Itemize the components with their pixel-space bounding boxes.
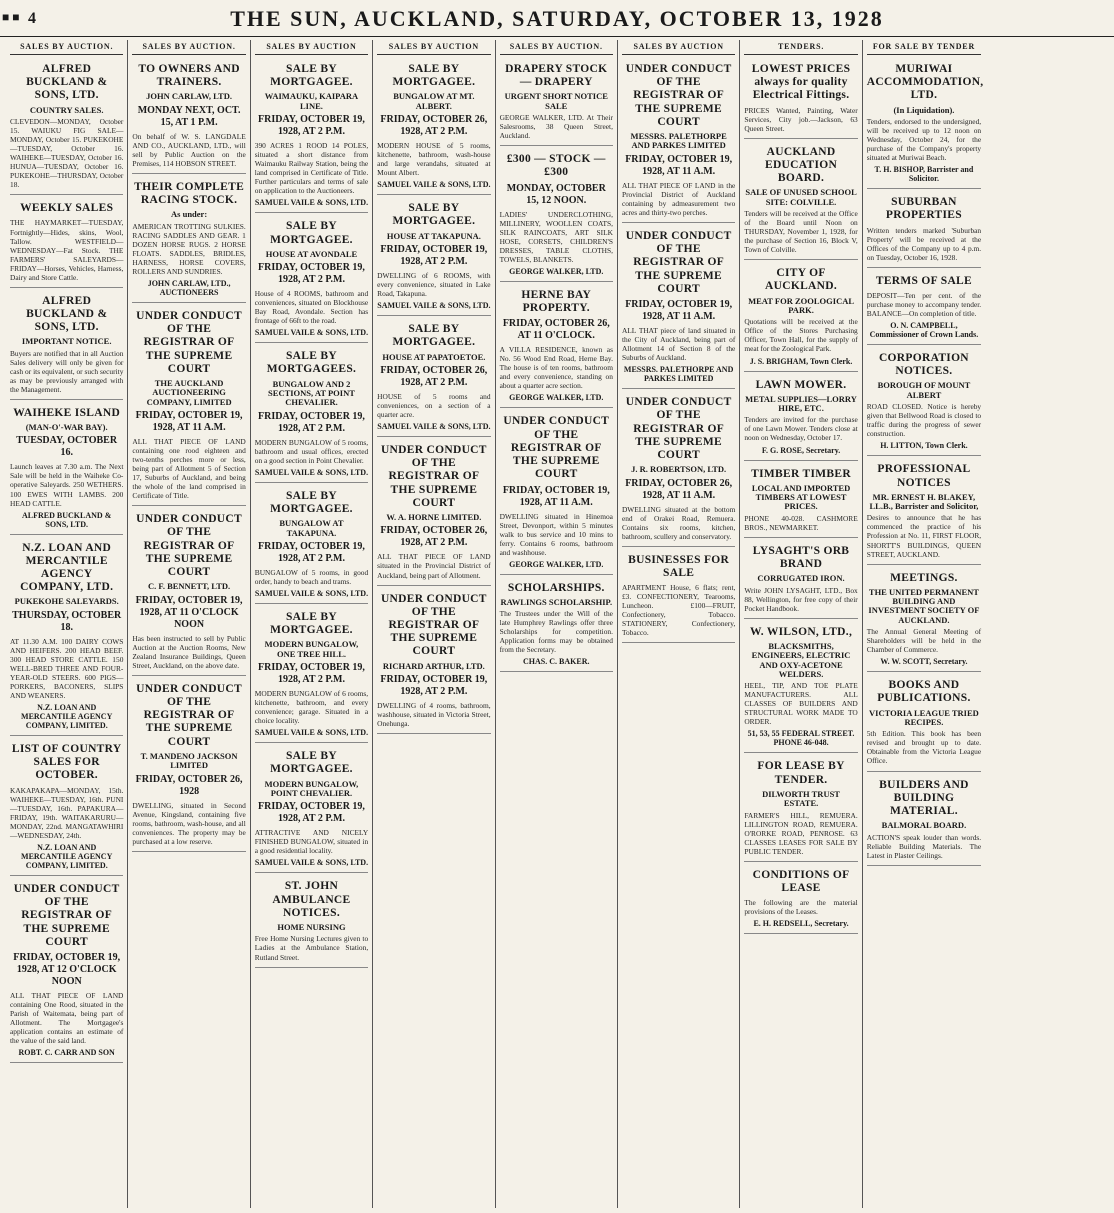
ad-subheading: SALE OF UNUSED SCHOOL SITE: COLVILLE. — [745, 187, 857, 207]
ad-signature: GEORGE WALKER, LTD. — [509, 266, 604, 276]
ad-headline: BOOKS AND PUBLICATIONS. — [877, 679, 971, 705]
ad-headline: SALE BY MORTGAGEE. — [270, 750, 353, 776]
ad-headline: UNDER CONDUCT OF THE REGISTRAR OF THE SUPREME COURT — [503, 415, 610, 481]
column-4 — [373, 40, 495, 1208]
advertisement — [622, 392, 735, 547]
advertisement — [255, 59, 368, 213]
ad-date: FRIDAY, OCTOBER 19, 1928, AT 2 P.M. — [258, 410, 365, 434]
masthead — [0, 0, 1114, 37]
ad-body: The Trustees under the Will of the late Humphrey Rawlings offer three Scholarships for competition. Application forms may be obtained from the Secretary. — [499, 609, 613, 655]
advertisement — [744, 142, 857, 261]
ad-headline: UNDER CONDUCT OF THE REGISTRAR OF THE SUPREME COURT — [13, 882, 120, 948]
ad-date: FRIDAY, OCTOBER 19, 1928, AT 2 P.M. — [258, 662, 365, 686]
ad-headline: LAWN MOWER. — [755, 378, 847, 391]
ad-subheading: METAL SUPPLIES—LORRY HIRE, ETC. — [745, 393, 857, 414]
ad-date: FRIDAY, OCTOBER 26, 1928, AT 2 P.M. — [380, 525, 488, 549]
ad-headline: MEETINGS. — [890, 571, 958, 584]
ad-headline: SALE BY MORTGAGEE. — [270, 220, 353, 246]
ad-body: A VILLA RESIDENCE, known as No. 56 Wood End Road, Herne Bay. The house is of ten rooms, bathroom and every convenience, standing on about a quarter acre section. — [499, 345, 613, 391]
ad-date: FRIDAY, OCTOBER 19, 1928, AT 12 O'CLOCK NOON — [13, 951, 121, 987]
ad-subheading: MODERN BUNGALOW, POINT CHEVALIER. — [264, 778, 359, 798]
ad-body: CLEVEDON—MONDAY, October 15. WAIUKU FIG SALE—MONDAY, October 15. PUKEKOHE—TUESDAY, October 16. WAIHEKE—TUESDAY, October 16. HUNUA—TUESDAY, October 16. PUKEKOHE—THURSDAY, October 18. — [10, 117, 124, 190]
ad-body: ACTION'S speak louder than words. Reliable Building Materials. The Latest in Plaster Ceilings. — [866, 832, 982, 860]
column-header: SALES BY AUCTION — [622, 40, 735, 55]
advertisement — [255, 746, 368, 873]
ad-body: PHONE 40-028. CASHMORE BROS., NEWMARKET. — [744, 513, 858, 532]
advertisement — [622, 550, 735, 644]
ad-body: Write JOHN LYSAGHT, LTD., Box 88, Wellington, for free copy of their Pocket Handbook. — [744, 585, 858, 613]
ad-subheading: JOHN CARLAW, LTD. — [146, 91, 232, 102]
ad-headline: £300 — STOCK — £300 — [506, 153, 606, 179]
ad-body: 390 ACRES 1 ROOD 14 POLES, situated a short distance from Waimauku Railway Station, being the land comprised in Certificate of Title. Further particulars and terms of sale on application to the Auctioneers. — [254, 141, 369, 196]
ad-signature: SAMUEL VAILE & SONS, LTD. — [254, 467, 369, 477]
ad-subheading: PUKEKOHE SALEYARDS. — [14, 596, 119, 607]
advertisement — [377, 198, 490, 316]
ad-signature: N.Z. LOAN AND MERCANTILE AGENCY COMPANY, LIMITED. — [21, 703, 113, 730]
ad-subheading: MR. ERNEST H. BLAKEY, LL.B., Barrister and Solicitor, — [869, 491, 979, 512]
ad-subheading: (In Liquidation). — [893, 104, 955, 115]
ad-body: Launch leaves at 7.30 a.m. The Next Sale will be held in the Waiheke Co-operative Saleyards. 250 WETHERS. 100 EWES WITH LAMBS. 200 HEAD CATTLE. — [10, 462, 124, 508]
ad-subheading: VICTORIA LEAGUE TRIED RECIPES. — [869, 707, 979, 728]
ad-subheading: COUNTRY SALES. — [29, 104, 104, 115]
ad-signature: JOHN CARLAW, LTD., AUCTIONEERS — [147, 278, 231, 297]
ad-headline: AUCKLAND EDUCATION BOARD. — [764, 145, 838, 185]
ad-subheading: J. R. ROBERTSON, LTD. — [631, 464, 727, 475]
advertisement — [10, 739, 123, 876]
advertisement — [744, 865, 857, 935]
advertisement — [255, 346, 368, 483]
ad-body: BUNGALOW of 5 rooms, in good order, handy to beach and trams. — [254, 567, 369, 586]
ad-body: PRICES Wanted, Painting, Water Services, City job.—Jackson, 63 Queen Street. — [744, 105, 858, 133]
ad-subheading: THE UNITED PERMANENT BUILDING AND INVESTMENT SOCIETY OF AUCKLAND. — [868, 586, 980, 625]
ad-body: DWELLING, situated in Second Avenue, Kingsland, containing five rooms, bathroom, wash-house, and all conveniences. The property may be purchased at a low reserve. — [132, 800, 246, 846]
ad-body: DEPOSIT—Ten per cent. of the purchase money to accompany tender. BALANCE—On completion of title. — [866, 290, 982, 318]
ad-body: Buyers are notified that in all Auction Sales delivery will only be given for cash or its equivalent, or such security as may be previously arranged with the Management. — [10, 348, 124, 394]
ad-headline: LOWEST PRICES always for quality Electrical Fittings. — [751, 63, 851, 102]
ad-body: On behalf of W. S. LANGDALE AND CO., AUCKLAND, LTD., will sell by Public Auction on the Premises, 114 HOBSON STREET. — [132, 131, 246, 168]
ad-date: FRIDAY, OCTOBER 19, 1928, AT 2 P.M. — [258, 801, 365, 825]
ad-date: FRIDAY, OCTOBER 26, 1928 — [135, 773, 243, 797]
ad-subheading: RICHARD ARTHUR, LTD. — [382, 660, 485, 671]
ad-date: TUESDAY, OCTOBER 16. — [16, 435, 118, 459]
ad-headline: W. WILSON, LTD., — [749, 625, 853, 638]
ad-signature: F. G. ROSE, Secretary. — [761, 445, 841, 455]
ad-subheading: C. F. BENNETT, LTD. — [148, 581, 231, 592]
advertisement — [500, 59, 613, 146]
ad-body: MODERN BUNGALOW of 5 rooms, bathroom and usual offices, erected on a good section in Point Chevalier. — [254, 437, 369, 465]
ad-headline: TIMBER TIMBER — [751, 467, 851, 480]
advertisement — [500, 411, 613, 574]
ad-date: MONDAY, OCTOBER 15, 12 NOON. — [506, 182, 606, 206]
advertisement — [10, 198, 123, 287]
ad-signature: H. LITTON, Town Clerk. — [880, 441, 968, 451]
advertisement — [867, 568, 981, 673]
advertisement — [744, 263, 857, 371]
ad-body: GEORGE WALKER, LTD. At Their Salesrooms, 38 Queen Street, Auckland. — [499, 113, 613, 141]
ad-body: AT 11.30 A.M. 100 DAIRY COWS AND HEIFERS. 200 HEAD BEEF. 300 HEAD STORE CATTLE. 150 WELL-BRED THREE AND FOUR-YEAR-OLD STEERS. 600 PIGS—PORKERS, BACONERS, SLIPS AND WEANERS. — [10, 636, 124, 700]
ad-signature: SAMUEL VAILE & SONS, LTD. — [377, 180, 491, 190]
advertisement — [255, 607, 368, 743]
ad-body: The following are the material provisions of the Leases. — [744, 898, 858, 917]
ad-headline: SALE BY MORTGAGEE. — [270, 489, 353, 515]
ad-body: DWELLING of 6 ROOMS, with every convenience, situated in Lake Road, Takapuna. — [377, 271, 491, 299]
ad-signature: GEORGE WALKER, LTD. — [509, 393, 604, 403]
advertisement — [867, 459, 981, 564]
ad-headline: PROFESSIONAL NOTICES — [877, 463, 971, 489]
advertisement — [744, 464, 857, 538]
ad-body: Free Home Nursing Lectures given to Ladies at the Ambulance Station, Rutland Street. — [254, 934, 369, 962]
ad-headline: FOR LEASE BY TENDER. — [757, 760, 845, 786]
ad-signature: SAMUEL VAILE & SONS, LTD. — [377, 301, 491, 311]
column-8 — [863, 40, 985, 1208]
ad-body: ALL THAT PIECE OF LAND containing one rood eighteen and two-tenths perches more or less, being part of Allotment 5 of Section 17, Suburbs of Auckland, and being the whole of the land comprised in Certificate of Title. — [132, 437, 246, 501]
ad-signature: SAMUEL VAILE & SONS, LTD. — [254, 858, 369, 868]
ad-subheading: THE AUCKLAND AUCTIONEERING COMPANY, LIMITED — [146, 377, 232, 407]
ad-body: AMERICAN TROTTING SULKIES. RACING SADDLES AND GEAR. 1 DOZEN HORSE RUGS. 2 HORSE FLOATS. SADDLES, BRIDLES, HARNESS, HORSE COVERS, ROLLERS AND SUNDRIES. — [132, 221, 246, 276]
advertisement — [255, 486, 368, 604]
ad-signature: N.Z. LOAN AND MERCANTILE AGENCY COMPANY, LIMITED. — [21, 842, 113, 870]
ad-body: MODERN BUNGALOW of 6 rooms, kitchenette, bathroom, and every convenience; garage. Situated in a choice locality. — [254, 689, 369, 726]
ad-headline: SUBURBAN PROPERTIES — [885, 196, 962, 222]
ad-body: DWELLING situated in Hinemoa Street, Devonport, within 5 minutes walk to bus service and 10 mins to ferry. Contains 6 rooms, bathroom and washhouse. — [499, 511, 613, 557]
ad-signature: SAMUEL VAILE & SONS, LTD. — [254, 728, 369, 738]
ad-headline: SCHOLARSHIPS. — [507, 581, 605, 594]
advertisement — [867, 192, 981, 268]
ad-body: ALL THAT PIECE OF LAND in the Provincial District of Auckland containing by admeasurement two acres and thirty-two perches. — [621, 180, 736, 217]
ad-body: Has been instructed to sell by Public Auction at the Auction Rooms, New Zealand Insurance Buildings, Queen Street, Auckland, on the above date. — [132, 633, 246, 670]
ad-signature: SAMUEL VAILE & SONS, LTD. — [254, 328, 369, 338]
advertisement — [744, 622, 857, 754]
column-1 — [6, 40, 128, 1208]
ad-date: FRIDAY, OCTOBER 19, 1928, AT 2 P.M. — [258, 262, 365, 286]
ad-body: The Annual General Meeting of Shareholders will be held in the Chamber of Commerce. — [866, 627, 982, 655]
ad-headline: WAIHEKE ISLAND — [13, 406, 121, 419]
ad-body: ROAD CLOSED. Notice is hereby given that Bellwood Road is closed to traffic during the progress of sewer construction. — [866, 402, 982, 439]
ad-headline: UNDER CONDUCT OF THE REGISTRAR OF THE SUPREME COURT — [625, 63, 732, 128]
ad-subheading: BUNGALOW AND 2 SECTIONS, AT POINT CHEVALIER. — [268, 378, 355, 408]
ad-body: Tenders will be received at the Office of the Board until Noon on THURSDAY, November 1, 1928, for the purchase of Section 16, Block V, Town of Colville. — [744, 209, 858, 255]
ad-headline: UNDER CONDUCT OF THE REGISTRAR OF THE SUPREME COURT — [136, 682, 242, 748]
ad-date: FRIDAY, OCTOBER 26, 1928, AT 2 P.M. — [380, 364, 488, 388]
ad-headline: ALFRED BUCKLAND & SONS, LTD. — [26, 63, 108, 102]
ad-signature: O. N. CAMPBELL, Commissioner of Crown Lands. — [869, 321, 979, 340]
advertisement — [10, 403, 123, 535]
ad-signature: ALFRED BUCKLAND & SONS, LTD. — [22, 510, 112, 529]
ad-headline: THEIR COMPLETE RACING STOCK. — [134, 180, 245, 207]
ad-signature: SAMUEL VAILE & SONS, LTD. — [377, 422, 491, 431]
ad-date: FRIDAY, OCTOBER 26, 1928, AT 2 P.M. — [380, 114, 488, 138]
ad-body: Written tenders marked 'Suburban Property' will be received at the Offices of the Company up to 4 p.m. on Tuesday, October 16, 1928. — [866, 225, 982, 262]
page-marker: ■ ■ — [2, 10, 20, 24]
ad-subheading: BLACKSMITHS, ENGINEERS, ELECTRIC AND OXY-ACETONE WELDERS. — [751, 640, 851, 679]
ad-date: FRIDAY, OCTOBER 19, 1928, AT 11 A.M. — [625, 153, 733, 177]
ad-headline: BUILDERS AND BUILDING MATERIAL. — [879, 778, 969, 817]
ad-subheading: W. A. HORNE LIMITED. — [386, 512, 482, 523]
ad-headline: UNDER CONDUCT OF THE REGISTRAR OF THE SUPREME COURT — [380, 592, 487, 658]
advertisement — [10, 59, 123, 195]
ad-headline: UNDER CONDUCT OF THE REGISTRAR OF THE SUPREME COURT — [136, 513, 242, 579]
ad-headline: LYSAGHT'S ORB BRAND — [752, 544, 850, 571]
advertisement — [866, 59, 984, 189]
column-header: FOR SALE BY TENDER — [867, 40, 981, 55]
column-2 — [128, 40, 250, 1208]
ad-body: House of 4 ROOMS, bathroom and conveniences, situated on Blockhouse Bay Road, Avondale. Section has frontage of 66ft to the road. — [254, 289, 369, 326]
ad-headline: N.Z. LOAN AND MERCANTILE AGENCY COMPANY, LTD. — [20, 541, 114, 594]
column-5 — [496, 40, 618, 1208]
advertisement — [744, 756, 857, 861]
ad-date: FRIDAY, OCTOBER 19, 1928, AT 2 P.M. — [380, 673, 488, 697]
advertisement — [500, 149, 613, 282]
ad-signature: 51, 53, 55 FEDERAL STREET. PHONE 46-048. — [747, 729, 855, 748]
ad-headline: SALE BY MORTGAGEE. — [270, 63, 353, 89]
ad-body: FARMER'S HILL, REMUERA. LILLINGTON ROAD, REMUERA. O'RORKE ROAD, PENROSE. 63 CLASSES LEASES FOR SALE BY PUBLIC TENDER. — [744, 810, 858, 856]
ad-subheading: T. MANDENO JACKSON LIMITED — [140, 750, 238, 771]
advertisement — [500, 578, 613, 673]
ad-date: FRIDAY, OCTOBER 26, 1928, AT 11 A.M. — [625, 477, 733, 501]
advertisement — [255, 216, 368, 343]
advertisement — [744, 59, 857, 139]
advertisement — [867, 271, 981, 345]
ad-body: Desires to announce that he has commenced the practice of his Profession at No. 11, FIRST FLOOR, SHORTT'S BUILDINGS, QUEEN STREET, AUCKLAND. — [866, 513, 982, 559]
ad-subheading: LOCAL AND IMPORTED TIMBERS AT LOWEST PRICES. — [751, 482, 851, 512]
column-header: SALES BY AUCTION. — [500, 40, 613, 55]
ad-date: FRIDAY, OCTOBER 19, 1928, AT 2 P.M. — [258, 540, 365, 564]
ad-signature: ROBT. C. CARR AND SON — [18, 1048, 115, 1058]
columns-container — [6, 40, 1108, 1208]
advertisement — [622, 226, 735, 389]
ad-body: MODERN HOUSE of 5 rooms, kitchenette, bathroom, wash-house and large verandahs, situated at Mount Albert. — [377, 141, 491, 178]
ad-subheading: IMPORTANT NOTICE. — [21, 336, 112, 347]
ad-headline: LIST OF COUNTRY SALES FOR OCTOBER. — [11, 743, 122, 782]
ad-headline: UNDER CONDUCT OF THE REGISTRAR OF THE SUPREME COURT — [136, 309, 242, 375]
ad-date: FRIDAY, OCTOBER 19, 1928, AT 11 O'CLOCK NOON — [135, 594, 243, 630]
ad-body: ALL THAT PIECE OF LAND situated in the Provincial District of Auckland, being part of Allotment. — [377, 552, 491, 580]
ad-subheading: HOME NURSING — [277, 922, 346, 933]
advertisement — [867, 775, 981, 866]
advertisement — [10, 538, 123, 736]
advertisement — [744, 541, 857, 619]
ad-date: FRIDAY, OCTOBER 19, 1928, AT 11 A.M. — [625, 299, 733, 322]
ad-subheading: BOROUGH OF MOUNT ALBERT — [877, 380, 971, 400]
column-header: SALES BY AUCTION — [377, 40, 490, 55]
ad-signature: SAMUEL VAILE & SONS, LTD. — [254, 588, 369, 598]
ad-date: FRIDAY, OCTOBER 26, AT 11 O'CLOCK. — [502, 318, 610, 342]
ad-headline: SALE BY MORTGAGEE. — [392, 202, 476, 228]
ad-subheading: BUNGALOW AT TAKAPUNA. — [279, 518, 344, 538]
ad-body: KAKAPAKAPA—MONDAY, 15th. WAIHEKE—TUESDAY, 16th. PUNI—TUESDAY, 16th. PAPAKURA—FRIDAY, 19th. WAITAKARURU—MONDAY, 22nd. MANGATAWHIRI—WEDNESDAY, 24th. — [10, 785, 124, 840]
ad-subheading: MODERN BUNGALOW, ONE TREE HILL. — [264, 639, 359, 659]
ad-body: ATTRACTIVE AND NICELY FINISHED BUNGALOW, situated in a good residential locality. — [254, 828, 369, 856]
column-7 — [740, 40, 862, 1208]
ad-headline: CORPORATION NOTICES. — [878, 352, 969, 378]
ad-body: LADIES' UNDERCLOTHING, MILLINERY, WOOLLEN COATS, SILK RAINCOATS, ART SILK HOSE, CORSETS, CHILDREN'S DRESSES, TABLE CLOTHS, TOWELS, BLANKETS. — [499, 209, 613, 264]
column-3 — [251, 40, 373, 1208]
ad-signature: T. H. BISHOP, Barrister and Solicitor. — [874, 165, 974, 184]
ad-date: FRIDAY, OCTOBER 19, 1928, AT 2 P.M. — [258, 114, 365, 138]
advertisement — [132, 59, 245, 174]
column-header: SALES BY AUCTION. — [132, 40, 245, 55]
ad-subheading: MEAT FOR ZOOLOGICAL PARK. — [748, 295, 855, 316]
ad-subheading: BALMORAL BOARD. — [881, 820, 967, 831]
ad-subheading: HOUSE AT PAPATOETOE. — [382, 351, 486, 362]
ad-headline: UNDER CONDUCT OF THE REGISTRAR OF THE SUPREME COURT — [625, 229, 732, 295]
column-header: TENDERS. — [744, 40, 857, 55]
ad-subheading: WAIMAUKU, KAIPARA LINE. — [264, 91, 359, 111]
ad-signature: W. W. SCOTT, Secretary. — [880, 657, 968, 667]
advertisement — [132, 679, 245, 852]
ad-date: MONDAY NEXT, OCT. 15, AT 1 P.M. — [137, 104, 241, 128]
ad-subheading: RAWLINGS SCHOLARSHIP. — [500, 596, 613, 607]
ad-subheading: URGENT SHORT NOTICE SALE — [504, 91, 608, 111]
ad-body: Tenders are invited for the purchase of one Lawn Mower. Tenders close at noon on Wednesday, October 17. — [744, 415, 858, 443]
advertisement — [500, 285, 613, 409]
ad-date: THURSDAY, OCTOBER 18. — [12, 609, 122, 633]
ad-headline: SALE BY MORTGAGEE. — [392, 63, 476, 89]
ad-subheading: HOUSE AT AVONDALE — [265, 248, 358, 259]
ad-subheading: As under: — [171, 209, 208, 220]
newspaper-title: THE SUN, AUCKLAND, SATURDAY, OCTOBER 13, 1928 — [230, 6, 884, 31]
ad-signature: SAMUEL VAILE & SONS, LTD. — [254, 198, 369, 208]
ad-headline: WEEKLY SALES — [20, 202, 114, 215]
ad-headline: HERNE BAY PROPERTY. — [521, 288, 592, 315]
advertisement — [622, 59, 735, 223]
ad-body: 5th Edition. This book has been revised and brought up to date. Obtainable from the Victoria League Office. — [866, 729, 982, 766]
ad-subheading: CORRUGATED IRON. — [757, 573, 845, 584]
ad-signature: GEORGE WALKER, LTD. — [509, 559, 604, 569]
column-header: SALES BY AUCTION. — [10, 40, 123, 55]
ad-headline: CITY OF AUCKLAND. — [765, 267, 838, 293]
ad-headline: TO OWNERS AND TRAINERS. — [138, 63, 240, 89]
ad-body: APARTMENT House, 6 flats; rent, £3. CONFECTIONERY, Tearooms, Luncheon. £100—FRUIT, Confectionery, Tobacco. STATIONERY, Confectionery, Tobacco. — [621, 583, 736, 638]
ad-body: HOUSE of 5 rooms and conveniences, on a section of a quarter acre. — [377, 391, 491, 419]
ad-headline: MURIWAI ACCOMMODATION, LTD. — [866, 63, 984, 102]
ad-headline: SALE BY MORTGAGEES. — [266, 350, 357, 376]
ad-signature: E. H. REDSELL, Secretary. — [753, 919, 849, 929]
ad-subheading: HOUSE AT TAKAPUNA. — [386, 230, 481, 241]
advertisement — [377, 319, 490, 437]
ad-headline: UNDER CONDUCT OF THE REGISTRAR OF THE SUPREME COURT — [380, 444, 487, 509]
ad-subheading: (MAN-O'-WAR BAY). — [25, 422, 108, 433]
advertisement — [377, 59, 490, 195]
column-6 — [618, 40, 740, 1208]
page-number: 4 — [28, 10, 36, 27]
advertisement — [132, 509, 245, 676]
ad-body: DWELLING situated at the bottom end of Orakei Road, Remuera. Contains six rooms, kitchen, bathroom, scullery and conservatory. — [621, 504, 736, 541]
ad-headline: SALE BY MORTGAGEE. — [392, 323, 476, 349]
ad-subheading: DILWORTH TRUST ESTATE. — [762, 788, 840, 809]
advertisement — [10, 879, 123, 1063]
advertisement — [377, 589, 490, 735]
advertisement — [255, 876, 368, 967]
advertisement — [867, 348, 981, 456]
ad-body: DWELLING of 4 rooms, bathroom, washhouse, situated in Victoria Street, Onehunga. — [377, 700, 491, 729]
ad-headline: UNDER CONDUCT OF THE REGISTRAR OF THE SUPREME COURT — [625, 396, 732, 461]
advertisement — [132, 177, 245, 303]
ad-date: FRIDAY, OCTOBER 19, 1928, AT 11 A.M. — [502, 484, 610, 508]
ad-headline: TERMS OF SALE — [875, 274, 972, 287]
ad-body: HEEL, TIP, AND TOE PLATE MANUFACTURERS. ALL CLASSES OF BUILDERS AND STRUCTURAL WORK MADE TO ORDER. — [744, 681, 858, 727]
ad-headline: ALFRED BUCKLAND & SONS, LTD. — [26, 294, 108, 334]
ad-body: Tenders, endorsed to the undersigned, will be received up to 12 noon on Wednesday, October 24, for the purchase of the Company's property situated at Muriwai Beach. — [866, 117, 982, 163]
ad-date: FRIDAY, OCTOBER 19, 1928, AT 2 P.M. — [380, 244, 488, 268]
ad-body: Quotations will be received at the Office of the Stores Purchasing Officer, Town Hall, for the supply of meat for the Zoological Park. — [744, 317, 858, 354]
advertisement — [744, 375, 857, 461]
ad-headline: DRAPERY STOCK — DRAPERY — [505, 63, 608, 89]
ad-body: ALL THAT PIECE OF LAND containing One Rood, situated in the Parish of Waitemata, being part of Allotment. The Mortgagee's application contains an estimate of the value of the said land. — [10, 990, 124, 1046]
ad-headline: CONDITIONS OF LEASE — [752, 868, 850, 894]
advertisement — [10, 291, 123, 400]
advertisement — [867, 675, 981, 771]
advertisement — [132, 306, 245, 506]
ad-body: ALL THAT piece of land situated in the City of Auckland, being part of Allotment 14 of Section 8 of the Suburbs of Auckland. — [621, 326, 736, 363]
ad-signature: MESSRS. PALETHORPE AND PARKES LIMITED — [623, 365, 734, 384]
ad-headline: SALE BY MORTGAGEE. — [270, 610, 353, 637]
ad-body: THE HAYMARKET—TUESDAY, Fortnightly—Hides, skins, Wool, Tallow. WESTFIELD—WEDNESDAY—Fat Stock. THE FARMERS' SALEYARDS—FRIDAY—Horses, Vehicles, Harness, Dairy and Store Cattle. — [10, 218, 124, 282]
ad-subheading: BUNGALOW AT MT. ALBERT. — [393, 91, 475, 111]
column-header: SALES BY AUCTION — [255, 40, 368, 55]
ad-headline: ST. JOHN AMBULANCE NOTICES. — [272, 880, 351, 919]
ad-signature: J. S. BRIGHAM, Town Clerk. — [749, 356, 853, 366]
ad-date: FRIDAY, OCTOBER 19, 1928, AT 11 A.M. — [135, 410, 243, 433]
ad-subheading: MESSRS. PALETHORPE AND PARKES LIMITED — [630, 131, 727, 151]
ad-signature: CHAS. C. BAKER. — [523, 657, 590, 667]
ad-headline: BUSINESSES FOR SALE — [628, 553, 730, 579]
advertisement — [377, 440, 490, 586]
